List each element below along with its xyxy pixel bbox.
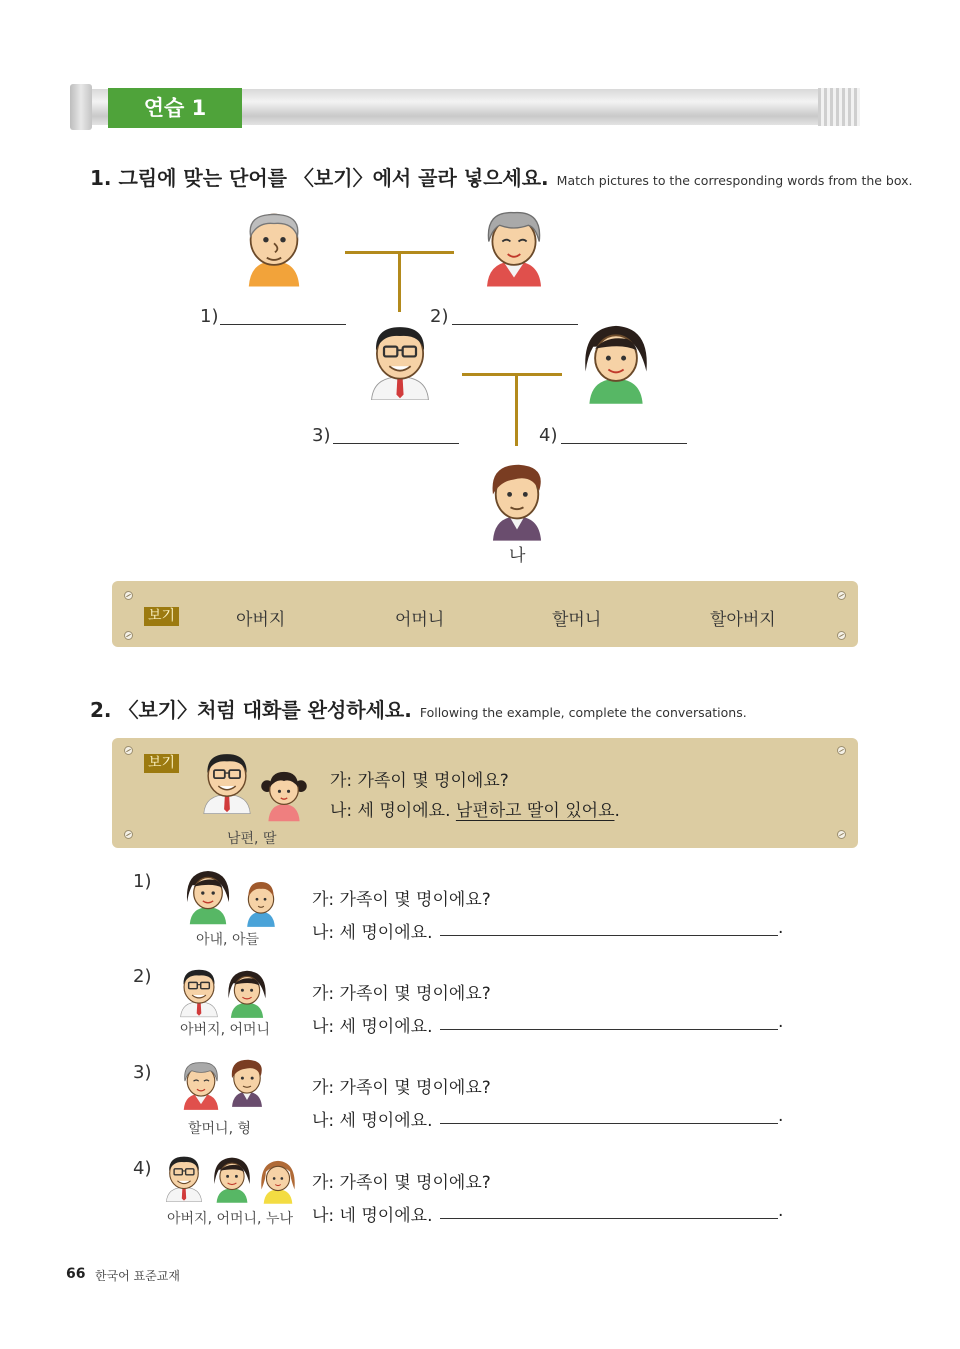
- q2-title: [90, 694, 747, 723]
- item-3-number: 3): [133, 1062, 152, 1083]
- q2-box-tag: 보기: [144, 754, 179, 773]
- q1-title-ko: 1. 그림에 맞는 단어를 〈보기〉에서 골라 넣으세요.: [90, 166, 549, 190]
- tree-connector-parents-stem: [515, 374, 518, 446]
- q2-title-ko: 2. 〈보기〉처럼 대화를 완성하세요.: [90, 698, 412, 722]
- q1-box-tag: 보기: [144, 607, 179, 626]
- screw: [124, 631, 133, 640]
- item-1-caption: 아내, 아들: [196, 932, 259, 948]
- example-answer: [330, 796, 620, 821]
- example-question: 가: 가족이 몇 명이에요?: [330, 771, 509, 791]
- item-4-answer: 나: 네 명이에요.: [312, 1206, 433, 1226]
- item-2-answer-line[interactable]: [440, 1029, 778, 1030]
- tree-connector-grandparents-stem: [398, 252, 401, 312]
- item-2-answer: 나: 세 명이에요.: [312, 1017, 433, 1037]
- screw: [837, 631, 846, 640]
- item-3-question: 가: 가족이 몇 명이에요?: [312, 1078, 491, 1098]
- item-4-number: 4): [133, 1158, 152, 1179]
- son-icon: [238, 874, 284, 928]
- mother-icon: [578, 318, 654, 404]
- pipe-cap: [70, 84, 92, 130]
- item-1-answer-line[interactable]: [440, 935, 778, 936]
- item-2-question: 가: 가족이 몇 명이에요?: [312, 984, 491, 1004]
- q1-title-en: Match pictures to the corresponding words from the box.: [556, 173, 913, 188]
- item-2-number: 2): [133, 966, 152, 987]
- daughter-icon: [258, 762, 310, 822]
- q1-word-box: [112, 581, 858, 647]
- screw: [124, 746, 133, 755]
- item-1-period: .: [778, 918, 784, 938]
- mother-icon: [224, 966, 270, 1018]
- blank-1-number: 1): [200, 306, 219, 327]
- page-number: 66: [66, 1266, 86, 1282]
- grandmother-icon: [478, 203, 550, 289]
- blank-1-line[interactable]: [220, 324, 346, 325]
- q2-title-en: Following the example, complete the conversations.: [419, 705, 747, 720]
- father-icon: [176, 964, 222, 1018]
- item-1-question: 가: 가족이 몇 명이에요?: [312, 890, 491, 910]
- wife-icon: [182, 862, 234, 928]
- blank-2-number: 2): [430, 306, 449, 327]
- screw: [837, 830, 846, 839]
- older-brother-icon: [224, 1052, 270, 1110]
- word-option[interactable]: 할머니: [552, 610, 602, 630]
- item-1-answer: 나: 세 명이에요.: [312, 923, 433, 943]
- item-1-number: 1): [133, 871, 152, 892]
- me-label: 나: [509, 546, 526, 566]
- item-4-answer-line[interactable]: [440, 1218, 778, 1219]
- blank-3-number: 3): [312, 425, 331, 446]
- word-option[interactable]: 어머니: [395, 610, 445, 630]
- mother-icon: [210, 1152, 254, 1204]
- screw: [837, 746, 846, 755]
- blank-4-line[interactable]: [561, 443, 687, 444]
- item-3-answer: 나: 세 명이에요.: [312, 1111, 433, 1131]
- screw: [124, 591, 133, 600]
- word-option[interactable]: 할아버지: [710, 610, 776, 630]
- older-sister-icon: [256, 1152, 300, 1206]
- example-answer-text: 남편하고 딸이 있어요: [455, 801, 615, 821]
- father-icon: [362, 320, 438, 400]
- item-4-period: .: [778, 1201, 784, 1221]
- example-answer-prefix: 나: 세 명이에요.: [330, 801, 451, 821]
- example-answer-end: .: [614, 801, 620, 821]
- blank-3-line[interactable]: [333, 443, 459, 444]
- q2-example-box: [112, 738, 858, 848]
- blank-4-number: 4): [539, 425, 558, 446]
- me-icon: [480, 456, 554, 542]
- husband-icon: [198, 742, 256, 820]
- father-icon: [162, 1150, 206, 1204]
- grandmother-icon: [178, 1056, 224, 1112]
- q1-title: [90, 162, 913, 191]
- item-4-caption: 아버지, 어머니, 누나: [167, 1211, 293, 1227]
- word-option[interactable]: 아버지: [236, 610, 286, 630]
- book-title: 한국어 표준교재: [95, 1269, 180, 1283]
- item-4-question: 가: 가족이 몇 명이에요?: [312, 1173, 491, 1193]
- tree-connector-parents: [462, 373, 562, 376]
- pipe-thread: [818, 88, 860, 126]
- grandfather-icon: [238, 203, 310, 289]
- item-3-answer-line[interactable]: [440, 1123, 778, 1124]
- screw: [837, 591, 846, 600]
- item-3-caption: 할머니, 형: [188, 1121, 251, 1137]
- item-2-period: .: [778, 1012, 784, 1032]
- exercise-label: 연습 1: [108, 88, 242, 128]
- item-3-period: .: [778, 1106, 784, 1126]
- screw: [124, 830, 133, 839]
- item-2-caption: 아버지, 어머니: [180, 1022, 271, 1038]
- blank-2-line[interactable]: [452, 324, 578, 325]
- example-caption: 남편, 딸: [227, 831, 277, 847]
